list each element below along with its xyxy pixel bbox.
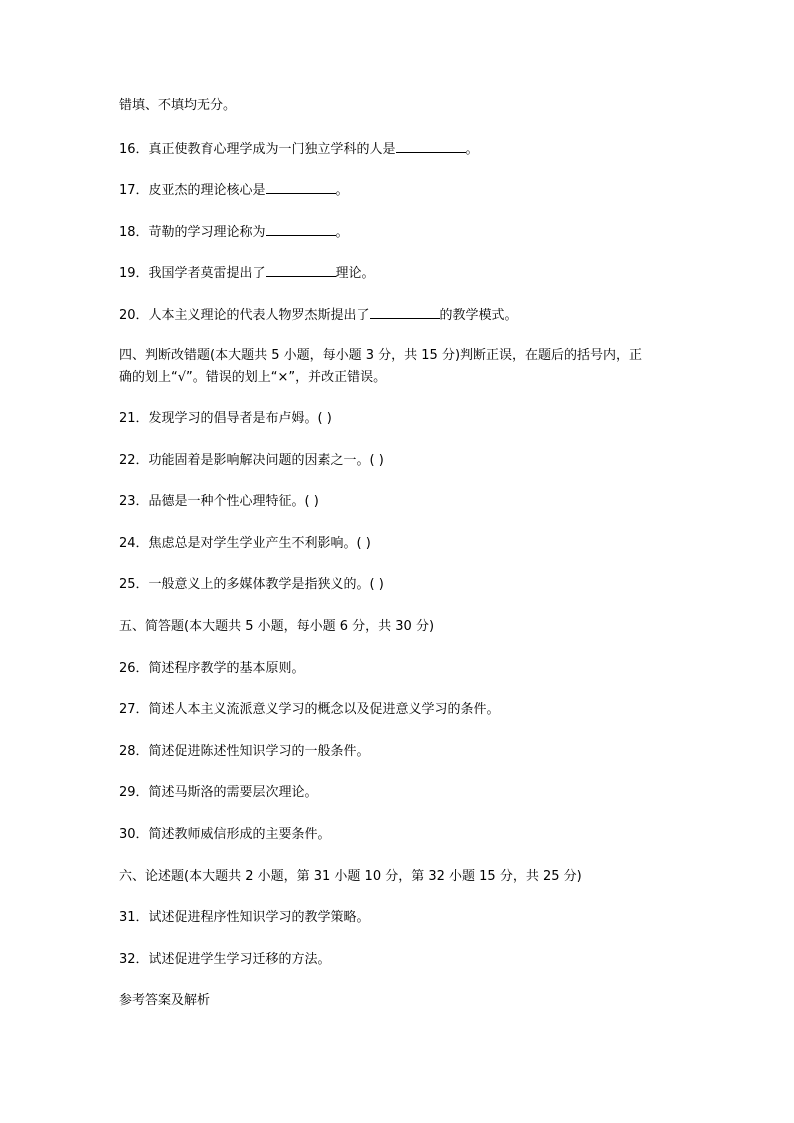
question-suffix: 。 <box>335 225 349 240</box>
answer-blank <box>266 264 336 277</box>
question-28: 28．简述促进陈述性知识学习的一般条件。 <box>119 744 370 759</box>
answer-blank <box>266 223 336 236</box>
question-17 <box>119 181 349 199</box>
question-27: 27．简述人本主义流派意义学习的概念以及促进意义学习的条件。 <box>119 702 500 717</box>
question-22: 22．功能固着是影响解决问题的因素之一。( ) <box>119 453 384 468</box>
question-18 <box>119 223 349 241</box>
section5-heading: 五、简答题(本大题共 5 小题，每小题 6 分，共 30 分) <box>119 619 435 634</box>
answer-blank <box>396 140 466 153</box>
question-32: 32．试述促进学生学习迁移的方法。 <box>119 952 331 967</box>
question-29: 29．简述马斯洛的需要层次理论。 <box>119 785 318 800</box>
question-text: 19．我国学者莫雷提出了 <box>119 266 266 281</box>
question-text: 17．皮亚杰的理论核心是 <box>119 183 266 198</box>
question-suffix: 。 <box>465 142 479 157</box>
section4-instructions: 确的划上“√”。错误的划上“×”，并改正错误。 <box>119 370 387 385</box>
question-21: 21．发现学习的倡导者是布卢姆。( ) <box>119 411 332 426</box>
question-suffix: 理论。 <box>335 266 375 281</box>
intro-text: 错填、不填均无分。 <box>119 98 237 113</box>
answer-blank <box>266 181 336 194</box>
question-text: 16．真正使教育心理学成为一门独立学科的人是 <box>119 142 396 157</box>
answers-heading: 参考答案及解析 <box>119 993 211 1008</box>
question-suffix: 的教学模式。 <box>439 308 518 323</box>
question-25: 25．一般意义上的多媒体教学是指狭义的。( ) <box>119 577 384 592</box>
question-23: 23．品德是一种个性心理特征。( ) <box>119 494 319 509</box>
answer-blank <box>370 306 440 319</box>
question-24: 24．焦虑总是对学生学业产生不利影响。( ) <box>119 536 371 551</box>
question-26: 26．简述程序教学的基本原则。 <box>119 661 305 676</box>
question-19 <box>119 264 375 282</box>
question-20 <box>119 306 518 324</box>
section6-heading: 六、论述题(本大题共 2 小题，第 31 小题 10 分，第 32 小题 15 分，共 25 分) <box>119 869 582 884</box>
question-30: 30．简述教师威信形成的主要条件。 <box>119 827 331 842</box>
question-text: 18．苛勒的学习理论称为 <box>119 225 266 240</box>
question-text: 20．人本主义理论的代表人物罗杰斯提出了 <box>119 308 370 323</box>
question-16 <box>119 140 479 158</box>
question-31: 31．试述促进程序性知识学习的教学策略。 <box>119 910 370 925</box>
question-suffix: 。 <box>335 183 349 198</box>
section4-heading: 四、判断改错题(本大题共 5 小题，每小题 3 分，共 15 分)判断正误，在题后的括号内，正 <box>119 348 643 363</box>
